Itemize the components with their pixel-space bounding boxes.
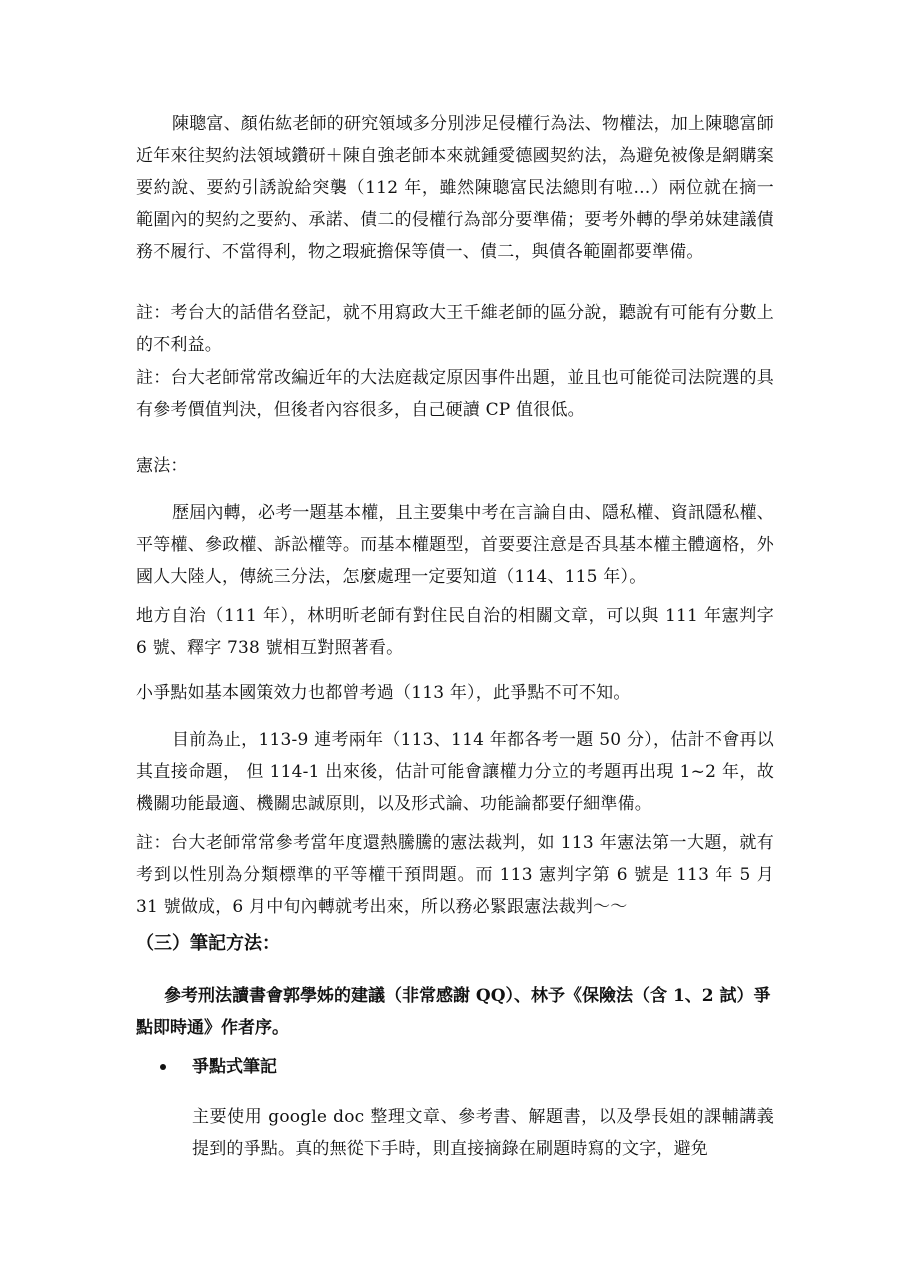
section-intro: 參考刑法讀書會郭學姊的建議（非常感謝 QQ）、林予《保險法（含 1、2 試）爭點即時通》作者序。: [136, 986, 771, 1038]
paragraph-separation-of-powers: 目前為止，113-9 連考兩年（113、114 年都各考一題 50 分），估計不會再以其直接命題， 但 114-1 出來後，估計可能會讓權力分立的考題再出現 1~2 年，故機關功能最適、機關忠誠原則，以及形式論、功能論都要仔細準備。: [136, 730, 774, 814]
section-heading-note-methods: （三）筆記方法：: [136, 933, 280, 954]
note-borrowed-name-registration: 註：考台大的話借名登記，就不用寫政大王千維老師的區分說，聽說有可能有分數上的不利益。: [136, 303, 774, 355]
bullet-body-paragraph: 主要使用 google doc 整理文章、參考書、解題書，以及學長姐的課輔講義提到的爭點。真的無從下手時，則直接摘錄在刷題時寫的文字，避免: [192, 1107, 774, 1159]
note-constitutional-judgments: 註：台大老師常常參考當年度還熱騰騰的憲法裁判，如 113 年憲法第一大題，就有考到以性別為分類標準的平等權干預問題。而 113 憲判字第 6 號是 113 年 5 月 31 號做成，6 月中旬內轉就考出來，所以務必緊跟憲法裁判～～: [136, 833, 774, 917]
paragraph-fundamental-rights: 歷屆內轉，必考一題基本權，且主要集中考在言論自由、隱私權、資訊隱私權、平等權、參政權、訴訟權等。而基本權題型，首要要注意是否具基本權主體適格，外國人大陸人，傳統三分法，怎麼處理一定要知道（114、115 年）。: [136, 503, 774, 587]
bullet-label: 爭點式筆記: [192, 1057, 277, 1077]
bullet-dot-icon: [160, 1064, 166, 1070]
note-grand-chamber-rulings: 註：台大老師常常改編近年的大法庭裁定原因事件出題，並且也可能從司法院選的具有參考價值判決，但後者內容很多，自己硬讀 CP 值很低。: [136, 368, 774, 420]
paragraph-civil-law-scope: 陳聰富、顏佑紘老師的研究領域多分別涉足侵權行為法、物權法，加上陳聰富師近年來往契約法領域鑽研＋陳自強老師本來就鍾愛德國契約法，為避免被像是網購案要約說、要約引誘說給突襲（112 年，雖然陳聰富民法總則有啦…）兩位就在摘一範圍內的契約之要約、承諾、債二的侵權行為部分要準備；要考外轉的學弟妹建議債務不履行、不當得利，物之瑕疵擔保等債一、債二，與債各範圍都要準備。: [136, 114, 774, 262]
paragraph-local-autonomy: 地方自治（111 年），林明昕老師有對住民自治的相關文章，可以與 111 年憲判字 6 號、釋字 738 號相互對照著看。: [136, 606, 774, 658]
constitutional-law-label: 憲法：: [136, 456, 188, 476]
paragraph-basic-national-policy: 小爭點如基本國策效力也都曾考過（113 年），此爭點不可不知。: [136, 683, 631, 703]
